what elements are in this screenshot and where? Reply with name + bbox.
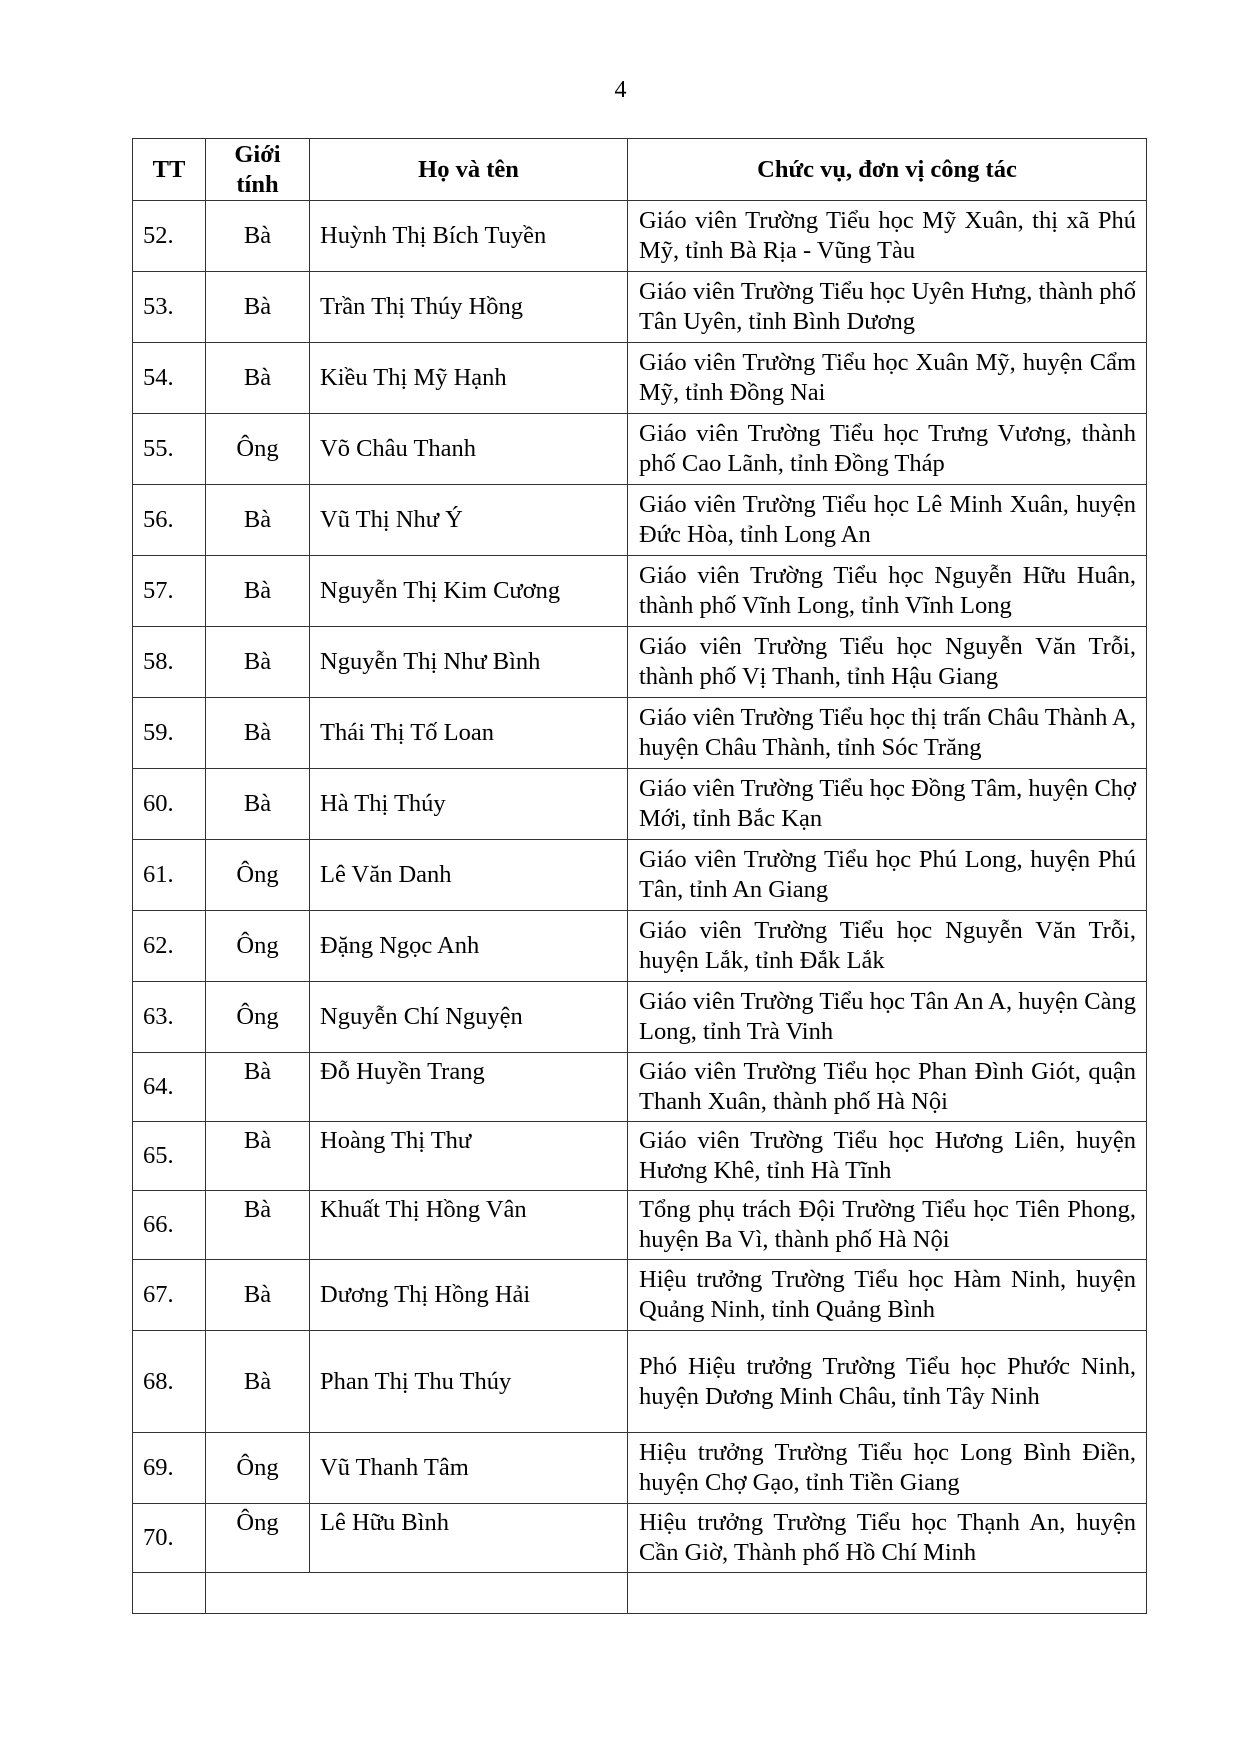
cell-name: Lê Văn Danh (310, 840, 628, 911)
cell-gender: Bà (206, 556, 310, 627)
cell-position: Giáo viên Trường Tiểu học Tân An A, huyện Càng Long, tỉnh Trà Vinh (628, 982, 1147, 1053)
cell-tt: 54. (133, 343, 206, 414)
table-row (133, 627, 1147, 698)
cell-gender: Bà (206, 1331, 310, 1433)
cell-position: Hiệu trưởng Trường Tiểu học Hàm Ninh, huyện Quảng Ninh, tỉnh Quảng Bình (628, 1260, 1147, 1331)
table-row (133, 911, 1147, 982)
header-name: Họ và tên (310, 139, 628, 201)
cell-position: Giáo viên Trường Tiểu học Xuân Mỹ, huyện Cẩm Mỹ, tỉnh Đồng Nai (628, 343, 1147, 414)
cell-position: Giáo viên Trường Tiểu học Đồng Tâm, huyện Chợ Mới, tỉnh Bắc Kạn (628, 769, 1147, 840)
cell-tt: 53. (133, 272, 206, 343)
cell-name: Vũ Thanh Tâm (310, 1433, 628, 1504)
table-row (133, 840, 1147, 911)
cell-position: Giáo viên Trường Tiểu học Lê Minh Xuân, huyện Đức Hòa, tỉnh Long An (628, 485, 1147, 556)
empty-cell (206, 1573, 628, 1614)
cell-position: Hiệu trưởng Trường Tiểu học Long Bình Điền, huyện Chợ Gạo, tỉnh Tiền Giang (628, 1433, 1147, 1504)
table-row (133, 201, 1147, 272)
cell-name: Nguyễn Thị Kim Cương (310, 556, 628, 627)
cell-tt: 64. (133, 1053, 206, 1122)
table-row (133, 982, 1147, 1053)
cell-tt: 55. (133, 414, 206, 485)
cell-position: Giáo viên Trường Tiểu học thị trấn Châu Thành A, huyện Châu Thành, tỉnh Sóc Trăng (628, 698, 1147, 769)
table-row (133, 272, 1147, 343)
cell-tt: 59. (133, 698, 206, 769)
cell-tt: 63. (133, 982, 206, 1053)
cell-name: Khuất Thị Hồng Vân (310, 1191, 628, 1260)
cell-name: Thái Thị Tố Loan (310, 698, 628, 769)
table-row (133, 1331, 1147, 1433)
cell-gender: Bà (206, 485, 310, 556)
cell-gender: Bà (206, 1122, 310, 1191)
cell-name: Trần Thị Thúy Hồng (310, 272, 628, 343)
cell-name: Đỗ Huyền Trang (310, 1053, 628, 1122)
cell-name: Nguyễn Chí Nguyện (310, 982, 628, 1053)
table-row (133, 1504, 1147, 1573)
table-row (133, 485, 1147, 556)
cell-tt: 66. (133, 1191, 206, 1260)
cell-gender: Bà (206, 769, 310, 840)
cell-position: Giáo viên Trường Tiểu học Hương Liên, huyện Hương Khê, tỉnh Hà Tĩnh (628, 1122, 1147, 1191)
cell-gender: Bà (206, 343, 310, 414)
cell-position: Giáo viên Trường Tiểu học Nguyễn Văn Trỗi, thành phố Vị Thanh, tỉnh Hậu Giang (628, 627, 1147, 698)
table-row (133, 414, 1147, 485)
table-row (133, 769, 1147, 840)
table-row (133, 343, 1147, 414)
table-row (133, 1191, 1147, 1260)
cell-position: Giáo viên Trường Tiểu học Trưng Vương, thành phố Cao Lãnh, tỉnh Đồng Tháp (628, 414, 1147, 485)
cell-position: Giáo viên Trường Tiểu học Nguyễn Văn Trỗi, huyện Lắk, tỉnh Đắk Lắk (628, 911, 1147, 982)
cell-tt: 62. (133, 911, 206, 982)
cell-tt: 57. (133, 556, 206, 627)
cell-name: Lê Hữu Bình (310, 1504, 628, 1573)
cell-position: Giáo viên Trường Tiểu học Mỹ Xuân, thị xã Phú Mỹ, tỉnh Bà Rịa - Vũng Tàu (628, 201, 1147, 272)
cell-tt: 58. (133, 627, 206, 698)
table-row (133, 1433, 1147, 1504)
cell-gender: Ông (206, 840, 310, 911)
cell-tt: 69. (133, 1433, 206, 1504)
cell-position: Phó Hiệu trưởng Trường Tiểu học Phước Ninh, huyện Dương Minh Châu, tỉnh Tây Ninh (628, 1331, 1147, 1433)
cell-tt: 61. (133, 840, 206, 911)
empty-table-row (133, 1573, 1147, 1614)
cell-gender: Ông (206, 1433, 310, 1504)
cell-position: Hiệu trưởng Trường Tiểu học Thạnh An, huyện Cần Giờ, Thành phố Hồ Chí Minh (628, 1504, 1147, 1573)
header-position: Chức vụ, đơn vị công tác (628, 139, 1147, 201)
cell-tt: 68. (133, 1331, 206, 1433)
cell-name: Võ Châu Thanh (310, 414, 628, 485)
cell-name: Hà Thị Thúy (310, 769, 628, 840)
cell-gender: Bà (206, 201, 310, 272)
empty-cell (628, 1573, 1147, 1614)
table-row (133, 1053, 1147, 1122)
cell-name: Hoàng Thị Thư (310, 1122, 628, 1191)
cell-gender: Bà (206, 627, 310, 698)
cell-position: Giáo viên Trường Tiểu học Uyên Hưng, thành phố Tân Uyên, tỉnh Bình Dương (628, 272, 1147, 343)
cell-gender: Bà (206, 1260, 310, 1331)
cell-name: Vũ Thị Như Ý (310, 485, 628, 556)
header-tt: TT (133, 139, 206, 201)
cell-gender: Bà (206, 272, 310, 343)
cell-tt: 56. (133, 485, 206, 556)
personnel-table (132, 138, 1147, 1614)
page-number: 4 (614, 77, 627, 103)
cell-gender: Ông (206, 414, 310, 485)
cell-position: Giáo viên Trường Tiểu học Phú Long, huyện Phú Tân, tỉnh An Giang (628, 840, 1147, 911)
cell-tt: 67. (133, 1260, 206, 1331)
cell-tt: 60. (133, 769, 206, 840)
cell-name: Phan Thị Thu Thúy (310, 1331, 628, 1433)
cell-gender: Bà (206, 698, 310, 769)
cell-name: Huỳnh Thị Bích Tuyền (310, 201, 628, 272)
table-header-row (133, 139, 1147, 201)
table-row (133, 1122, 1147, 1191)
table-row (133, 1260, 1147, 1331)
cell-name: Đặng Ngọc Anh (310, 911, 628, 982)
cell-name: Kiều Thị Mỹ Hạnh (310, 343, 628, 414)
cell-position: Giáo viên Trường Tiểu học Phan Đình Giót, quận Thanh Xuân, thành phố Hà Nội (628, 1053, 1147, 1122)
header-gender: Giới tính (206, 139, 310, 201)
table-row (133, 698, 1147, 769)
cell-position: Tổng phụ trách Đội Trường Tiểu học Tiên Phong, huyện Ba Vì, thành phố Hà Nội (628, 1191, 1147, 1260)
cell-name: Dương Thị Hồng Hải (310, 1260, 628, 1331)
table-row (133, 556, 1147, 627)
cell-tt: 52. (133, 201, 206, 272)
empty-cell (133, 1573, 206, 1614)
cell-tt: 65. (133, 1122, 206, 1191)
cell-gender: Ông (206, 911, 310, 982)
cell-gender: Ông (206, 982, 310, 1053)
cell-position: Giáo viên Trường Tiểu học Nguyễn Hữu Huân, thành phố Vĩnh Long, tỉnh Vĩnh Long (628, 556, 1147, 627)
cell-name: Nguyễn Thị Như Bình (310, 627, 628, 698)
cell-gender: Ông (206, 1504, 310, 1573)
cell-gender: Bà (206, 1053, 310, 1122)
cell-gender: Bà (206, 1191, 310, 1260)
cell-tt: 70. (133, 1504, 206, 1573)
